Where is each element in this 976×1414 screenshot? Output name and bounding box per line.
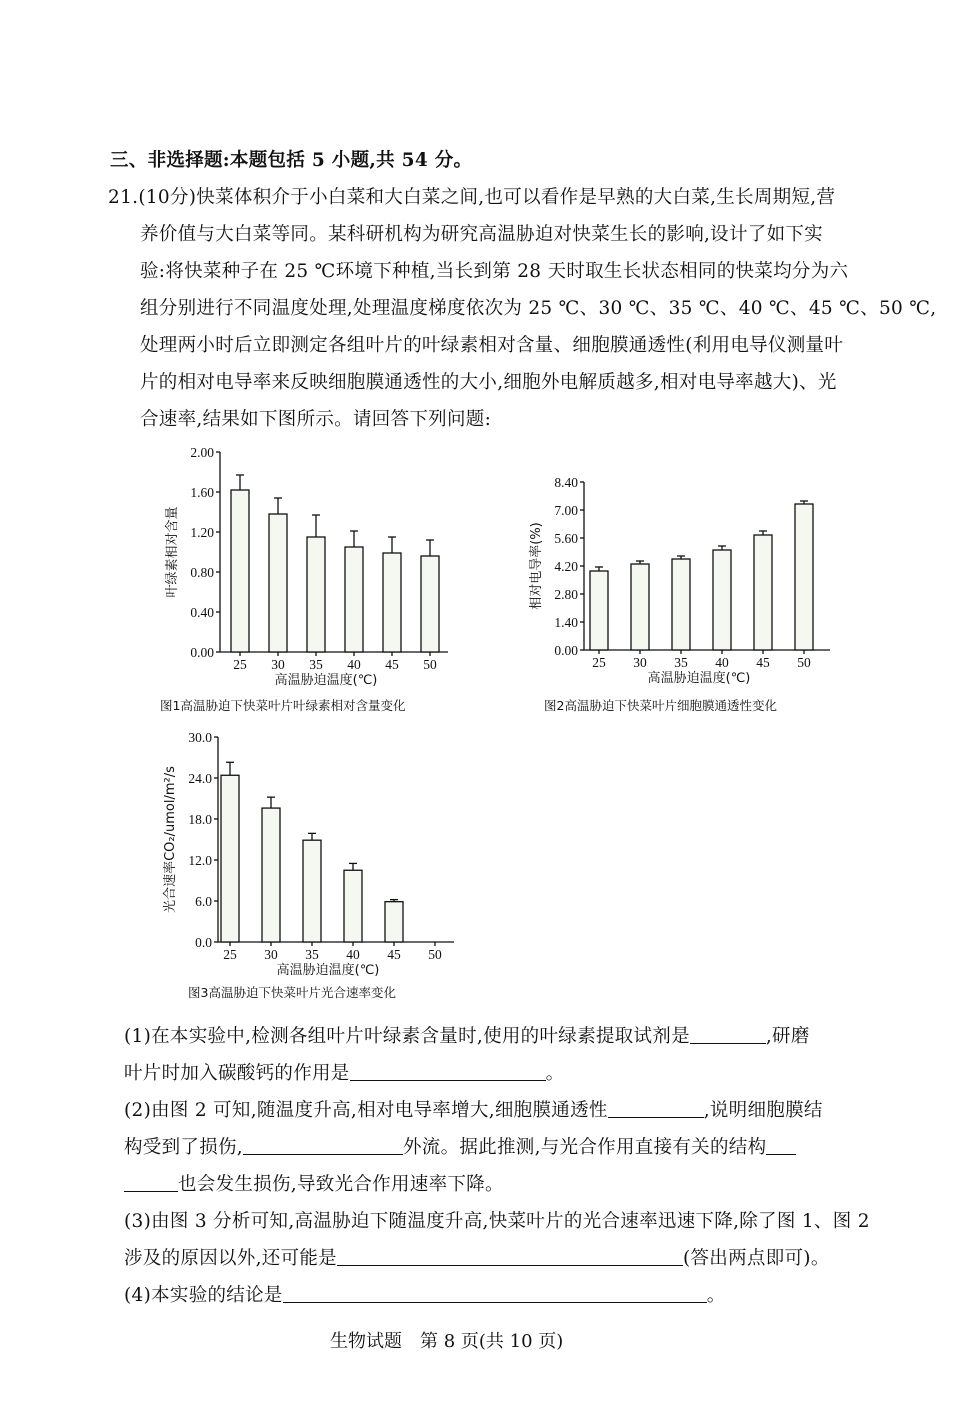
- x-tick-label: 50: [797, 655, 811, 670]
- bar: [631, 564, 649, 650]
- x-tick-label: 35: [305, 947, 319, 962]
- section-header: 三、非选择题:本题包括 5 小题,共 54 分。: [110, 150, 473, 171]
- subquestion-3-line-1: [124, 1207, 870, 1233]
- q2-text-d: 外流。据此推测,与光合作用直接有关的结构: [402, 1137, 767, 1158]
- question-line: 养价值与大白菜等同。某科研机构为研究高温胁迫对快菜生长的影响,设计了如下实: [140, 224, 823, 245]
- question-line: 处理两小时后立即测定各组叶片的叶绿素相对含量、细胞膜通透性(利用电导仪测量叶: [140, 335, 844, 356]
- q2-answer-blank-3[interactable]: [766, 1136, 796, 1155]
- bar: [754, 535, 772, 650]
- y-tick-label: 5.60: [554, 531, 578, 546]
- y-tick-label: 18.0: [188, 812, 212, 827]
- y-tick-label: 2.00: [190, 445, 214, 460]
- q2-text-b: ,说明细胞膜结: [703, 1100, 823, 1121]
- bar: [590, 571, 608, 650]
- y-tick-label: 0.00: [554, 643, 578, 658]
- x-tick-label: 45: [756, 655, 770, 670]
- y-tick-label: 1.40: [554, 615, 578, 630]
- figure-1-chlorophyll-chart: [150, 440, 490, 720]
- q1-text-a: (1)在本实验中,检测各组叶片叶绿素含量时,使用的叶绿素提取试剂是: [124, 1026, 690, 1047]
- subquestion-2-line-1: [124, 1096, 823, 1122]
- x-tick-label: 40: [347, 657, 361, 672]
- x-tick-label: 35: [674, 655, 688, 670]
- y-tick-label: 30.0: [188, 730, 212, 745]
- y-tick-label: 0.40: [190, 605, 214, 620]
- question-line: 合速率,结果如下图所示。请回答下列问题:: [140, 409, 492, 430]
- y-tick-label: 0.00: [190, 645, 214, 660]
- x-tick-label: 30: [264, 947, 278, 962]
- y-tick-label: 6.0: [195, 894, 212, 909]
- y-tick-label: 1.20: [190, 525, 214, 540]
- bar: [713, 550, 731, 650]
- y-tick-label: 4.20: [554, 559, 578, 574]
- q2-text-e: 也会发生损伤,导致光合作用速率下降。: [178, 1174, 504, 1195]
- x-tick-label: 25: [592, 655, 606, 670]
- x-tick-label: 25: [233, 657, 247, 672]
- bar: [385, 902, 403, 942]
- q1-text-c: 叶片时加入碳酸钙的作用是: [124, 1063, 350, 1084]
- x-axis-label: 高温胁迫温度(℃): [276, 963, 380, 978]
- q3-text-b: 涉及的原因以外,还可能是: [124, 1248, 337, 1269]
- x-tick-label: 45: [387, 947, 401, 962]
- subquestion-3-line-2: [124, 1244, 830, 1270]
- y-tick-label: 0.0: [195, 935, 212, 950]
- y-tick-label: 2.80: [554, 587, 578, 602]
- bar: [269, 514, 287, 652]
- bar: [231, 490, 249, 652]
- x-tick-label: 50: [423, 657, 437, 672]
- q1-answer-blank-2[interactable]: [350, 1062, 546, 1081]
- y-axis-label: 相对电导率(%): [529, 522, 544, 610]
- x-tick-label: 45: [385, 657, 399, 672]
- subquestion-1-line-2: [124, 1059, 564, 1085]
- question-line: 验:将快菜种子在 25 ℃环境下种植,当长到第 28 天时取生长状态相同的快菜均分为六: [140, 261, 849, 282]
- x-tick-label: 35: [309, 657, 323, 672]
- x-axis-label: 高温胁迫温度(℃): [274, 673, 378, 688]
- figure-3-photosynthesis-chart: [150, 727, 490, 1007]
- axis-line: [218, 737, 454, 942]
- y-tick-label: 8.40: [554, 475, 578, 490]
- y-tick-label: 0.80: [190, 565, 214, 580]
- bar: [307, 537, 325, 652]
- q3-answer-blank[interactable]: [337, 1247, 683, 1266]
- q4-text-b: 。: [706, 1285, 726, 1306]
- figure-caption: 图2高温胁迫下快菜叶片细胞膜通透性变化: [544, 698, 777, 713]
- bar: [303, 840, 321, 942]
- q1-text-b: ,研磨: [765, 1026, 810, 1047]
- y-axis-label: 叶绿素相对含量: [165, 506, 180, 598]
- y-tick-label: 24.0: [188, 771, 212, 786]
- subquestion-2-line-3: [124, 1170, 504, 1196]
- subquestion-4-line: [124, 1281, 726, 1307]
- question-line: 组分别进行不同温度处理,处理温度梯度依次为 25 ℃、30 ℃、35 ℃、40 ℃、45 ℃、50 ℃,: [140, 298, 937, 319]
- subquestion-1-line-1: [124, 1022, 810, 1048]
- q1-text-d: 。: [545, 1063, 565, 1084]
- bar: [795, 504, 813, 650]
- q2-answer-blank-1[interactable]: [608, 1099, 704, 1118]
- bar: [421, 556, 439, 652]
- q4-text-a: (4)本实验的结论是: [124, 1285, 283, 1306]
- q3-text-a: (3)由图 3 分析可知,高温胁迫下随温度升高,快菜叶片的光合速率迅速下降,除了图 1、图 2: [124, 1211, 870, 1232]
- x-tick-label: 50: [428, 947, 442, 962]
- figure-caption: 图1高温胁迫下快菜叶片叶绿素相对含量变化: [160, 698, 406, 713]
- x-tick-label: 40: [346, 947, 360, 962]
- figure-2-conductivity-chart: [520, 440, 860, 720]
- y-tick-label: 12.0: [188, 853, 212, 868]
- subquestion-2-line-2: [124, 1133, 796, 1159]
- bar: [345, 547, 363, 652]
- question-line: 片的相对电导率来反映细胞膜通透性的大小,细胞外电解质越多,相对电导率越大)、光: [140, 372, 837, 393]
- y-tick-label: 1.60: [190, 485, 214, 500]
- y-axis-label: 光合速率CO₂/umol/m²/s: [163, 766, 178, 913]
- bar: [383, 553, 401, 652]
- bar: [672, 559, 690, 650]
- q2-text-c: 构受到了损伤,: [124, 1137, 243, 1158]
- y-tick-label: 7.00: [554, 503, 578, 518]
- q2-answer-blank-2[interactable]: [243, 1136, 403, 1155]
- x-tick-label: 40: [715, 655, 729, 670]
- q2-answer-blank-3-cont[interactable]: [124, 1173, 178, 1192]
- x-axis-label: 高温胁迫温度(℃): [647, 671, 751, 686]
- axis-line: [584, 482, 830, 650]
- page-footer: 生物试题 第 8 页(共 10 页): [330, 1331, 564, 1352]
- x-tick-label: 30: [633, 655, 647, 670]
- x-tick-label: 30: [271, 657, 285, 672]
- axis-line: [220, 452, 448, 652]
- figure-caption: 图3高温胁迫下快菜叶片光合速率变化: [188, 985, 396, 1000]
- q4-answer-blank[interactable]: [283, 1284, 707, 1303]
- question-line: 21.(10分)快菜体积介于小白菜和大白菜之间,也可以看作是早熟的大白菜,生长周期短,营: [108, 187, 836, 208]
- x-tick-label: 25: [223, 947, 237, 962]
- q1-answer-blank-1[interactable]: [690, 1025, 766, 1044]
- bar: [221, 775, 239, 942]
- bar: [262, 808, 280, 942]
- bar: [344, 870, 362, 942]
- q2-text-a: (2)由图 2 可知,随温度升高,相对电导率增大,细胞膜通透性: [124, 1100, 608, 1121]
- q3-text-c: (答出两点即可)。: [682, 1248, 830, 1269]
